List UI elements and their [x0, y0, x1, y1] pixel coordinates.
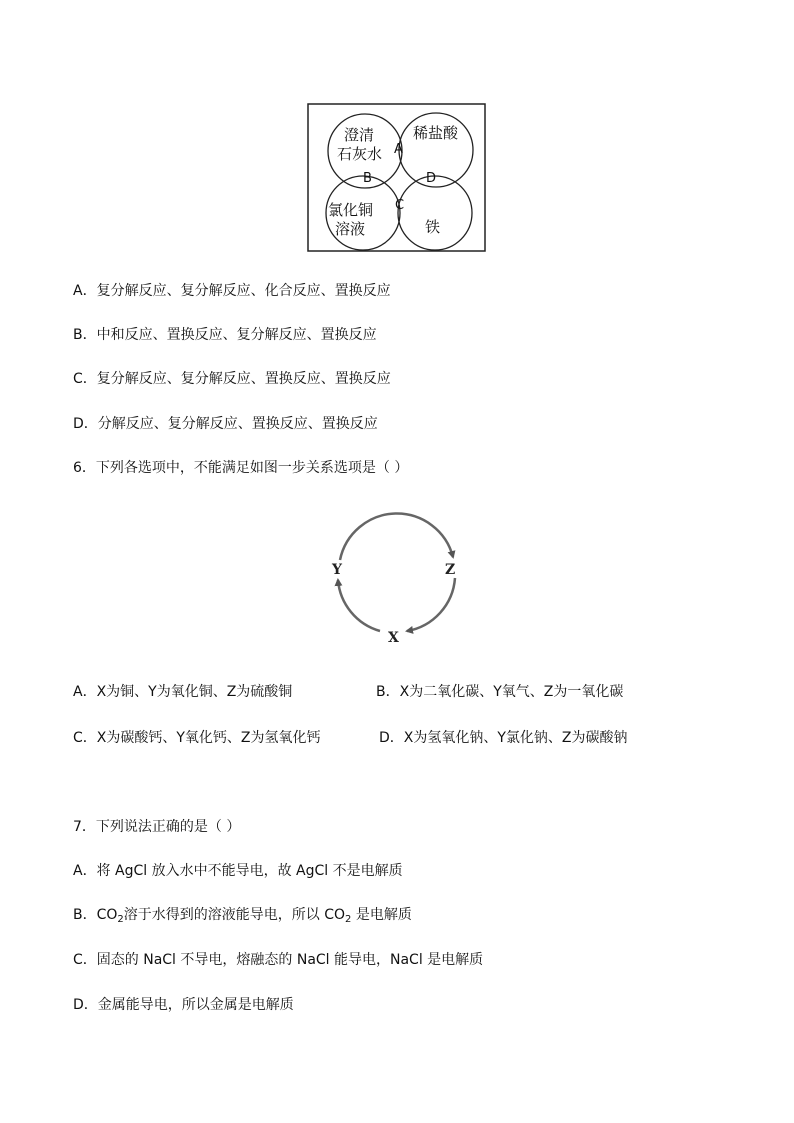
cycle-label-y: Y: [332, 562, 342, 578]
q7-stem: 7．下列说法正确的是（ ）: [73, 819, 241, 835]
q7-option-b-subscript2: 2: [345, 914, 352, 925]
q7-option-b-part1: B．CO: [73, 907, 118, 923]
q6-option-d: D．X为氢氧化钠、Y氯化钠、Z为碳酸钠: [379, 730, 628, 746]
q6-option-b: B．X为二氧化碳、Y氧气、Z为一氧化碳: [376, 684, 624, 700]
cycle-label-x: X: [388, 630, 399, 646]
q6-stem: 6．下列各选项中，不能满足如图一步关系选项是（ ）: [73, 460, 409, 476]
q7-option-d: D．金属能导电，所以金属是电解质: [73, 997, 294, 1013]
q7-option-c: C．固态的 NaCl 不导电，熔融态的 NaCl 能导电，NaCl 是电解质: [73, 952, 484, 968]
arrow-x-to-y: [338, 580, 380, 631]
venn-label-limewater-1: 澄清: [344, 126, 375, 144]
venn-label-iron: 铁: [425, 218, 441, 236]
venn-label-cucl2-1: 氯化铜: [328, 201, 374, 219]
venn-region-b: B: [363, 171, 372, 186]
cycle-label-z: Z: [445, 562, 456, 578]
q5-option-d: D．分解反应、复分解反应、置换反应、置换反应: [73, 416, 378, 432]
q7-option-a: A．将 AgCl 放入水中不能导电，故 AgCl 不是电解质: [73, 863, 403, 879]
venn-region-a: A: [394, 142, 403, 157]
q7-option-b: [73, 906, 412, 924]
q7-option-b-subscript1: 2: [117, 914, 124, 925]
q7-option-b-part3: 是电解质: [351, 907, 412, 923]
venn-label-limewater-2: 石灰水: [337, 145, 383, 163]
q7-option-b-part2: 溶于水得到的溶液能导电，所以 CO: [123, 907, 346, 923]
arrow-z-to-x: [407, 578, 455, 631]
q6-option-a: A．X为铜、Y为氧化铜、Z为硫酸铜: [73, 684, 293, 700]
venn-diagram: [307, 103, 487, 253]
venn-region-d: D: [426, 171, 437, 186]
arrow-y-to-z: [340, 514, 453, 560]
cycle-diagram: [325, 510, 470, 650]
q5-option-b: B．中和反应、置换反应、复分解反应、置换反应: [73, 327, 377, 343]
q6-option-c: C．X为碳酸钙、Y氧化钙、Z为氢氧化钙: [73, 730, 321, 746]
q5-option-a: A．复分解反应、复分解反应、化合反应、置换反应: [73, 283, 391, 299]
venn-label-cucl2-2: 溶液: [335, 220, 366, 238]
q5-option-c: C．复分解反应、复分解反应、置换反应、置换反应: [73, 371, 391, 387]
venn-region-c: C: [395, 198, 405, 213]
venn-label-hcl: 稀盐酸: [413, 124, 459, 142]
